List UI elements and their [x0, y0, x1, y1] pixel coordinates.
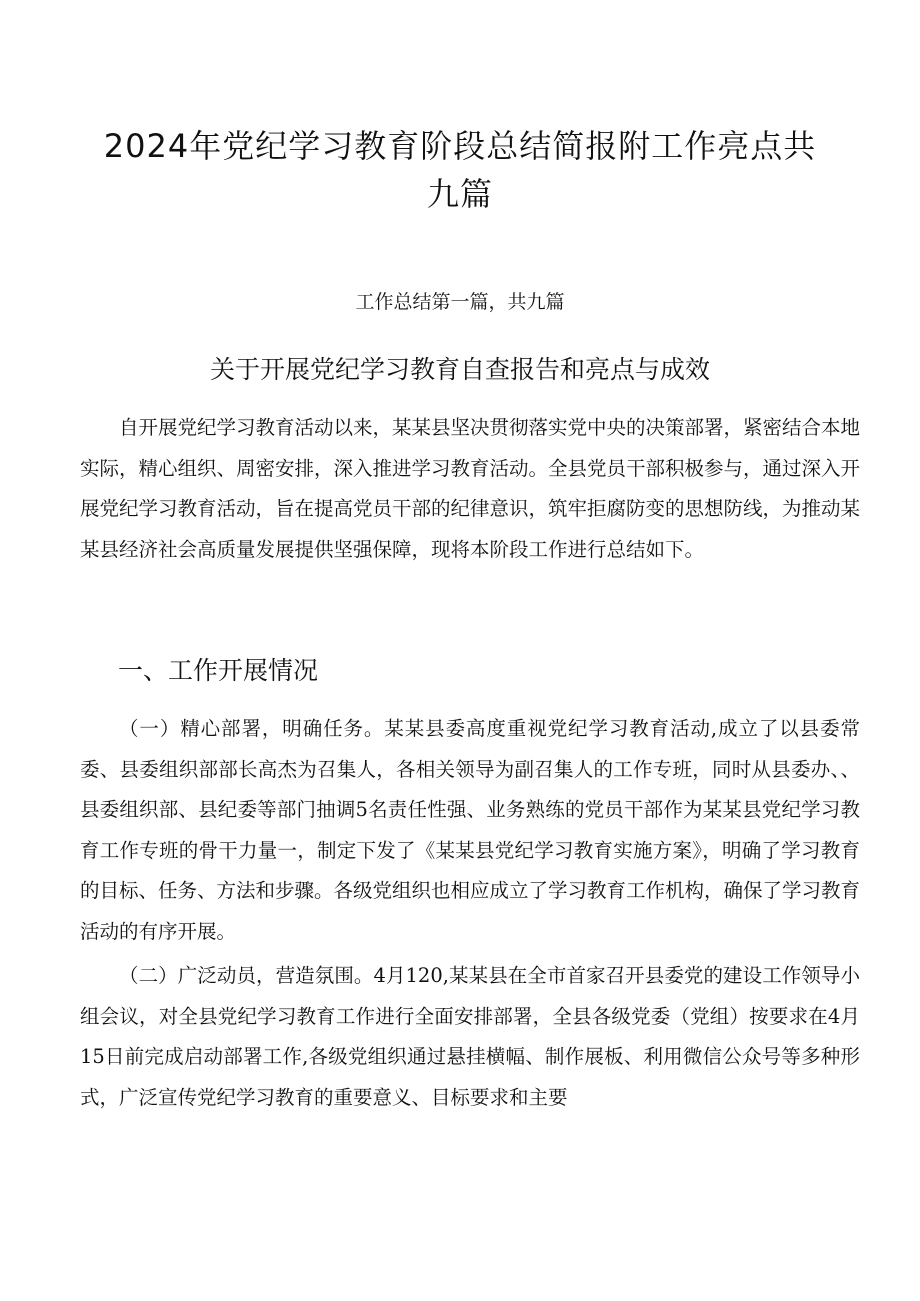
- intro-paragraph: 自开展党纪学习教育活动以来，某某县坚决贯彻落实党中央的决策部署，紧密结合本地实际，精心组织、周密安排，深入推进学习教育活动。全县党员干部积极参与，通过深入开展党纪学习教育活动，旨在提高党员干部的纪律意识，筑牢拒腐防变的思想防线，为推动某某县经济社会高质量发展提供坚强保障，现将本阶段工作进行总结如下。: [80, 416, 861, 561]
- paragraph-mobilization: （二）广泛动员，营造氛围。4月120,某某县在全市首家召开县委党的建设工作领导小组会议，对全县党纪学习教育工作进行全面安排部署，全县各级党委（党组）按要求在4月15日前完成启动部署工作,各级党组织通过悬挂横幅、制作展板、利用微信公众号等多种形式，广泛宣传党纪学习教育的重要意义、目标要求和主要: [80, 964, 860, 1109]
- article-title: 关于开展党纪学习教育自查报告和亮点与成效: [209, 355, 710, 384]
- section-heading: 一、工作开展情况: [118, 656, 319, 685]
- section-label: 工作总结第一篇，共九篇: [355, 291, 565, 313]
- document-title: 2024年党纪学习教育阶段总结简报附工作亮点共九篇: [103, 127, 817, 213]
- paragraph-deployment: （一）精心部署，明确任务。某某县委高度重视党纪学习教育活动,成立了以县委常委、县委组织部部长高杰为召集人，各相关领导为副召集人的工作专班，同时从县委办、、县委组织部、县纪委等部门抽调5名责任性强、业务熟练的党员干部作为某某县党纪学习教育工作专班的骨干力量一，制定下发了《某某县党纪学习教育实施方案》，明确了学习教育的目标、任务、方法和步骤。各级党组织也相应成立了学习教育工作机构，确保了学习教育活动的有序开展。: [80, 717, 861, 943]
